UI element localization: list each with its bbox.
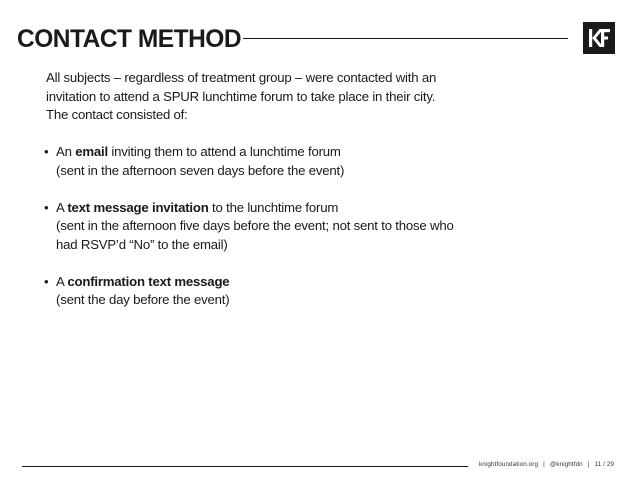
- list-item: [44, 199, 524, 255]
- footer-divider: [22, 466, 468, 467]
- bullet-detail: had RSVP’d “No” to the email): [56, 236, 228, 252]
- bullet-prefix: An: [56, 144, 76, 159]
- list-item: [44, 273, 524, 310]
- bullet-emphasis: confirmation text message: [67, 273, 230, 289]
- contact-list: [44, 143, 524, 328]
- bullet-suffix: inviting them to attend a lunchtime forum: [107, 144, 341, 159]
- page-title: CONTACT METHOD: [17, 25, 242, 53]
- bullet-detail: (sent the day before the event): [56, 292, 230, 307]
- bullet-marker: •: [44, 273, 49, 289]
- bullet-marker: •: [44, 144, 49, 159]
- intro-paragraph: [46, 69, 516, 125]
- intro-line: All subjects – regardless of treatment group – were contacted with an: [46, 70, 437, 85]
- page-number: 11 / 29: [594, 461, 615, 468]
- footer: [479, 461, 629, 468]
- footer-separator: |: [587, 461, 590, 468]
- bullet-prefix: A: [56, 273, 68, 289]
- bullet-emphasis: email: [75, 144, 108, 159]
- bullet-emphasis: text message invitation: [67, 199, 209, 215]
- intro-line: The contact consisted of:: [46, 107, 188, 122]
- title-divider: [243, 38, 568, 39]
- bullet-suffix: to the lunchtime forum: [208, 199, 339, 215]
- bullet-detail: (sent in the afternoon seven days before the event): [56, 162, 345, 178]
- bullet-marker: •: [44, 199, 49, 215]
- title-block: [17, 23, 246, 56]
- footer-separator: |: [543, 461, 545, 468]
- knight-foundation-logo-icon: [583, 22, 615, 54]
- bullet-detail: (sent in the afternoon five days before the event; not sent to those who: [56, 218, 454, 233]
- footer-handle-link[interactable]: @knightfdn: [549, 461, 583, 468]
- bullet-prefix: A: [56, 199, 68, 215]
- list-item: [44, 143, 524, 180]
- footer-site-link[interactable]: knightfoundation.org: [479, 461, 539, 468]
- intro-line: invitation to attend a SPUR lunchtime forum to take place in their city.: [46, 88, 436, 104]
